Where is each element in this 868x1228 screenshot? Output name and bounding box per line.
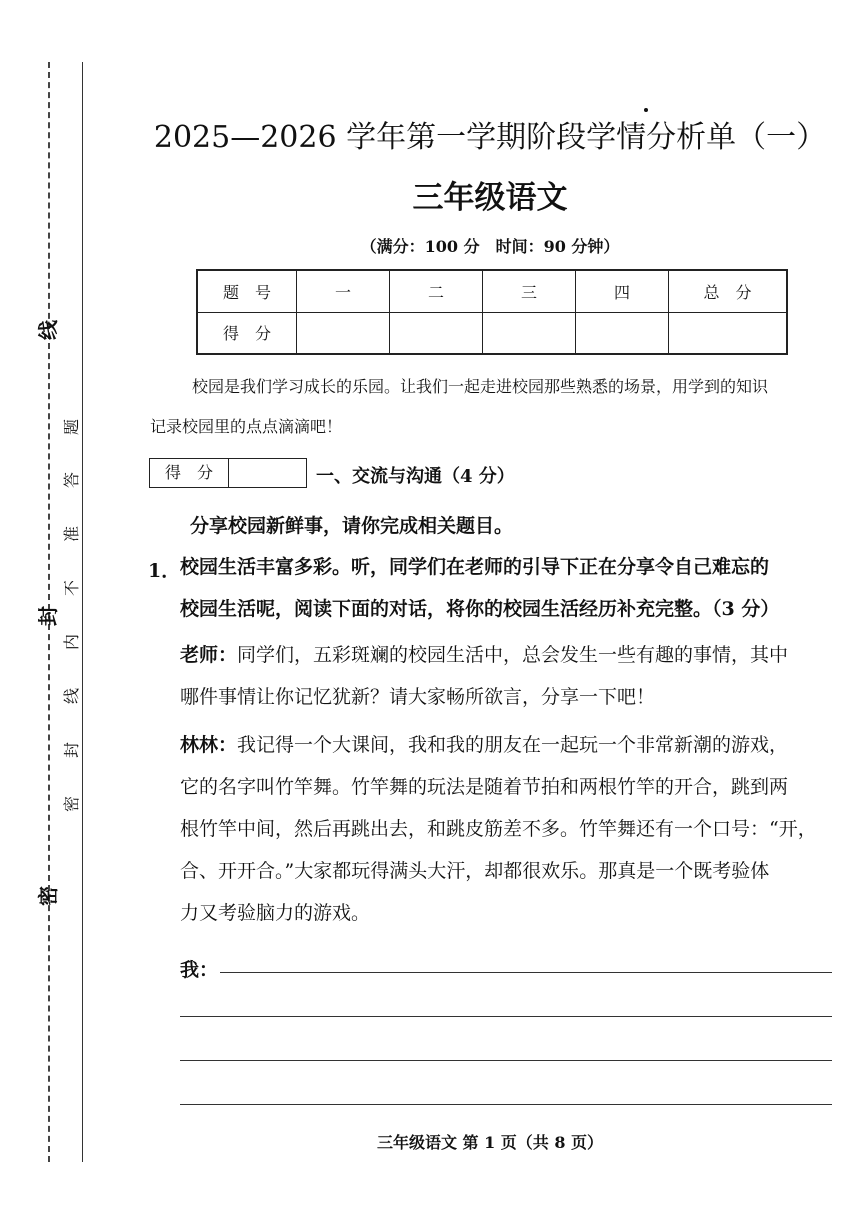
question-number: 1．: [148, 560, 181, 582]
binding-solid-line: [82, 62, 83, 1162]
score-field[interactable]: [390, 312, 483, 354]
dialogue-linlin: [180, 724, 840, 766]
dialogue-text: 哪件事情让你记忆犹新？请大家畅所欲言，分享一下吧！: [180, 686, 656, 708]
page-footer: 三年级语文 第 1 页（共 8 页）: [376, 1133, 604, 1152]
section-score-field[interactable]: [229, 459, 306, 487]
total-score-field[interactable]: [669, 312, 788, 354]
score-table-cell: 总 分: [669, 270, 788, 312]
binding-note-char: 题: [62, 419, 81, 436]
section-lead: 分享校园新鲜事，请你完成相关题目。: [190, 515, 514, 537]
score-field[interactable]: [483, 312, 576, 354]
dialogue-text: 合、开开合。”大家都玩得满头大汗，却都很欢乐。那真是一个既考验体: [180, 860, 770, 882]
speaker-label: 老师：: [180, 644, 238, 666]
binding-note-char: 内: [62, 634, 81, 651]
dialogue-text: 它的名字叫竹竿舞。竹竿舞的玩法是随着节拍和两根竹竿的开合，跳到两: [180, 776, 789, 798]
score-table-cell: 一: [297, 270, 390, 312]
score-table: [196, 269, 788, 355]
score-table-cell: 二: [390, 270, 483, 312]
dialogue-text: 同学们，五彩斑斓的校园生活中，总会发生一些有趣的事情，其中: [237, 644, 789, 666]
dialogue-text: 力又考验脑力的游戏。: [180, 902, 371, 924]
binding-char-mi: 密: [36, 886, 60, 906]
score-table-cell: 三: [483, 270, 576, 312]
binding-char-xian: 线: [36, 320, 60, 340]
exam-meta: （满分：100 分 时间：90 分钟）: [360, 237, 620, 256]
answer-speaker-label: 我：: [180, 959, 219, 981]
binding-note-char: 不: [62, 580, 81, 597]
intro-line: 校园是我们学习成长的乐园。让我们一起走进校园那些熟悉的场景，用学到的知识: [192, 377, 769, 396]
binding-note-char: 线: [62, 688, 81, 705]
page-title: 2025—2026 学年第一学期阶段学情分析单（一）: [153, 120, 827, 155]
dialogue-text: 我记得一个大课间，我和我的朋友在一起玩一个非常新潮的游戏，: [237, 734, 789, 756]
question-prompt: 校园生活呢，阅读下面的对话，将你的校园生活经历补充完整。（3 分）: [180, 598, 780, 620]
answer-line[interactable]: [180, 1104, 832, 1105]
score-table-cell: 四: [576, 270, 669, 312]
speaker-label: 林林：: [180, 734, 238, 756]
score-table-score-row: [197, 312, 787, 354]
subject-title: 三年级语文: [412, 180, 568, 216]
binding-note-char: 准: [62, 526, 81, 543]
score-table-cell: 题 号: [197, 270, 297, 312]
dialogue-teacher: [180, 634, 840, 676]
section-score-label: 得 分: [150, 459, 229, 487]
question-prompt: 校园生活丰富多彩。听，同学们在老师的引导下正在分享令自己难忘的: [180, 556, 770, 578]
score-table-header-row: [197, 270, 787, 312]
answer-line[interactable]: [180, 1060, 832, 1061]
answer-line[interactable]: [180, 1016, 832, 1017]
binding-char-feng: 封: [36, 606, 60, 626]
score-field[interactable]: [576, 312, 669, 354]
section-title: 一、交流与沟通（4 分）: [316, 466, 515, 487]
binding-note-char: 封: [62, 742, 81, 759]
answer-line[interactable]: [220, 972, 832, 973]
section-score-box: [149, 458, 307, 488]
intro-line: 记录校园里的点点滴滴吧！: [150, 417, 343, 436]
binding-note-char: 答: [62, 472, 81, 489]
score-table-cell: 得 分: [197, 312, 297, 354]
dialogue-text: 根竹竿中间，然后再跳出去，和跳皮筋差不多。竹竿舞还有一个口号：“开，: [180, 818, 817, 840]
score-field[interactable]: [297, 312, 390, 354]
binding-note-char: 密: [62, 796, 81, 813]
